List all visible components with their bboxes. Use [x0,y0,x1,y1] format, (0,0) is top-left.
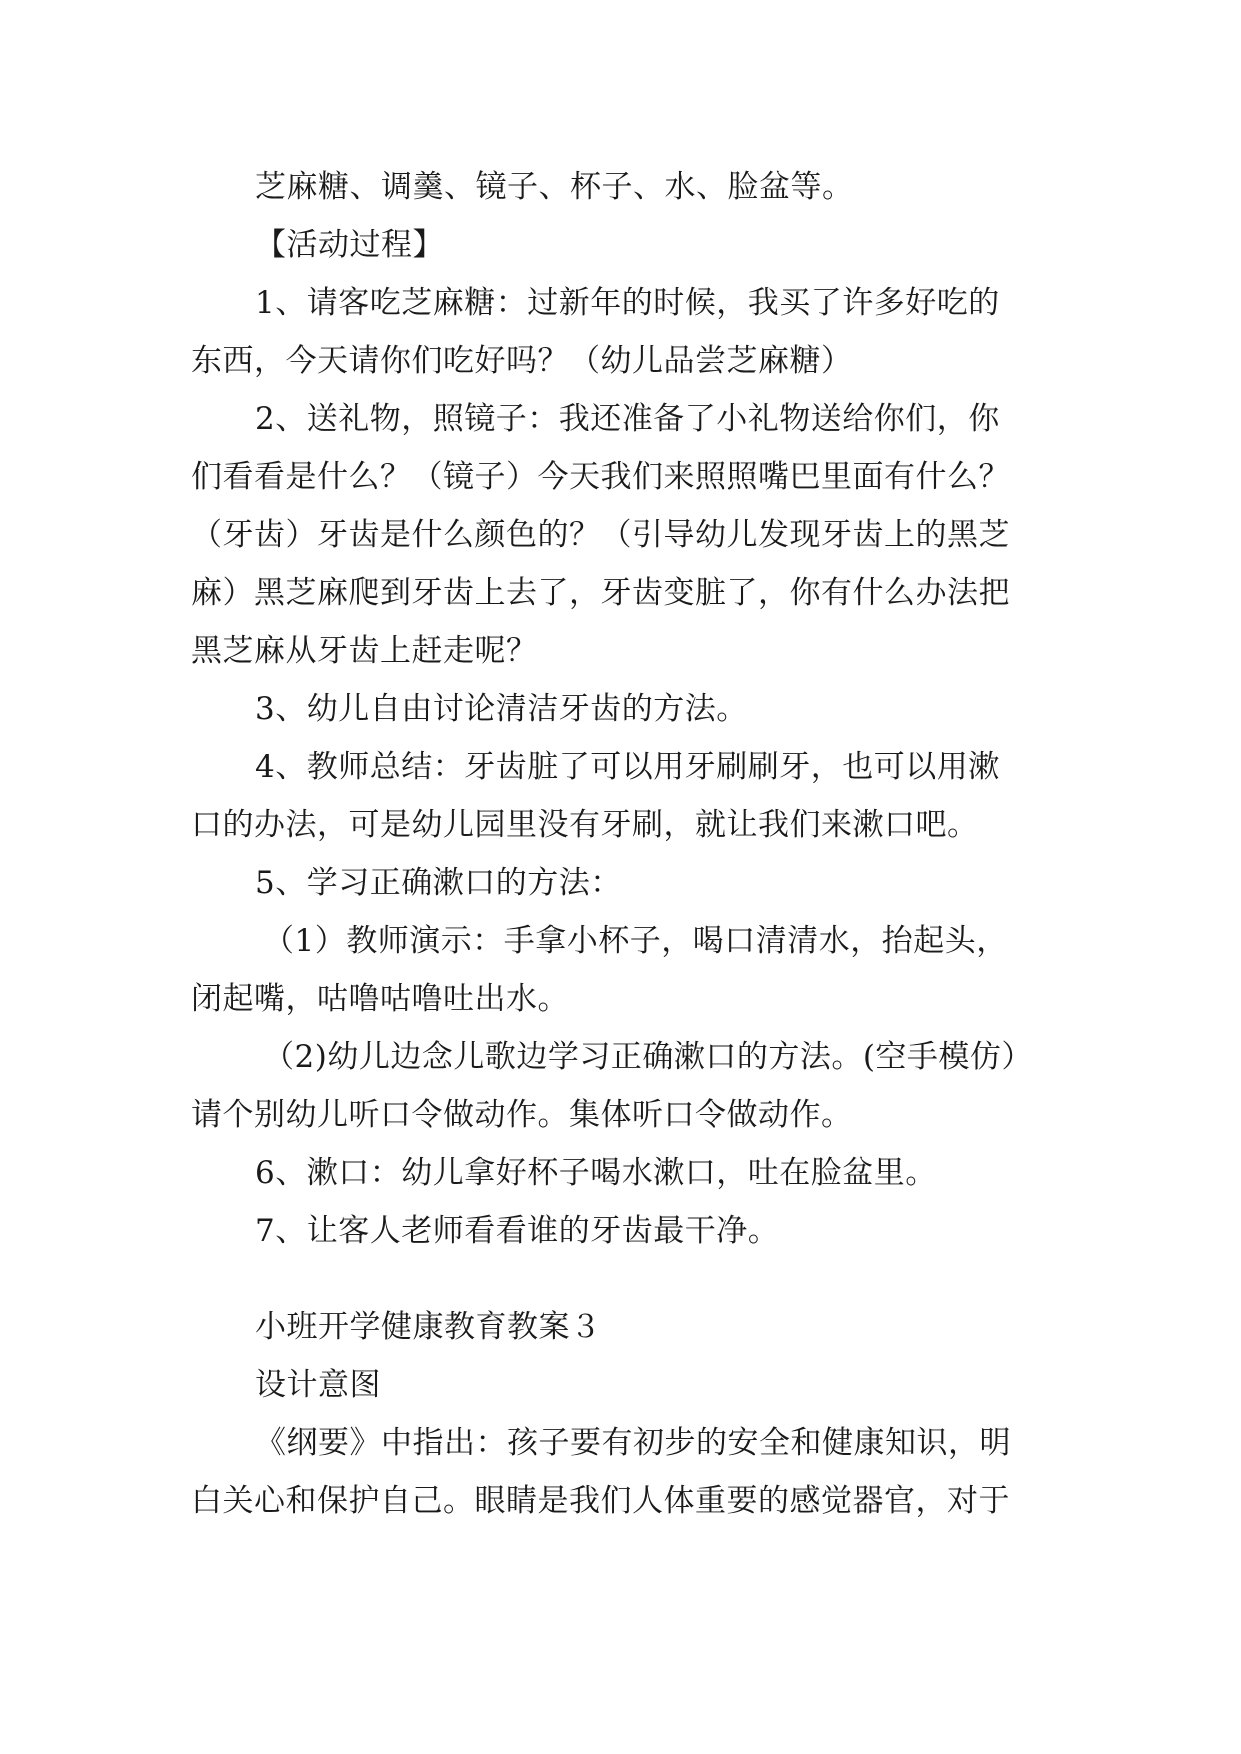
text-line: （2)幼儿边念儿歌边学习正确漱口的方法。(空手模仿） [263,1039,1033,1075]
text-line: 闭起嘴，咕噜咕噜吐出水。 [191,981,569,1017]
text-line: 东西，今天请你们吃好吗？（幼儿品尝芝麻糖） [191,343,853,379]
text-line: 【活动过程】 [255,227,444,263]
text-line: 设计意图 [255,1367,381,1403]
text-line: （牙齿）牙齿是什么颜色的？（引导幼儿发现牙齿上的黑芝 [191,517,1010,553]
document-body [191,158,1061,1530]
text-line: （1）教师演示：手拿小杯子，喝口清清水，抬起头， [263,923,1008,959]
lesson-process-section [191,158,1061,1260]
text-line: 2、送礼物，照镜子：我还准备了小礼物送给你们，你 [255,401,1000,437]
text-line: 芝麻糖、调羹、镜子、杯子、水、脸盆等。 [255,169,854,205]
text-line: 3、幼儿自由讨论清洁牙齿的方法。 [255,691,748,727]
text-line: 5、学习正确漱口的方法： [255,865,622,901]
text-line: 小班开学健康教育教案３ [255,1309,602,1345]
text-line: 们看看是什么？（镜子）今天我们来照照嘴巴里面有什么？ [191,459,1010,495]
text-line: 口的办法，可是幼儿园里没有牙刷，就让我们来漱口吧。 [191,807,979,843]
text-line: 4、教师总结：牙齿脏了可以用牙刷刷牙，也可以用漱 [255,749,1000,785]
text-line: 请个别幼儿听口令做动作。集体听口令做动作。 [191,1097,853,1133]
text-line: 白关心和保护自己。眼睛是我们人体重要的感觉器官，对于 [191,1483,1010,1519]
text-line: 1、请客吃芝麻糖：过新年的时候，我买了许多好吃的 [255,285,1000,321]
text-line: 麻）黑芝麻爬到牙齿上去了，牙齿变脏了，你有什么办法把 [191,575,1010,611]
section-gap [191,1260,1061,1298]
text-line: 黑芝麻从牙齿上赶走呢？ [191,633,538,669]
text-line: 7、让客人老师看看谁的牙齿最干净。 [255,1213,780,1249]
text-line: 《纲要》中指出：孩子要有初步的安全和健康知识，明 [255,1425,1011,1461]
lesson-3-section [191,1298,1061,1530]
text-line: 6、漱口：幼儿拿好杯子喝水漱口，吐在脸盆里。 [255,1155,937,1191]
